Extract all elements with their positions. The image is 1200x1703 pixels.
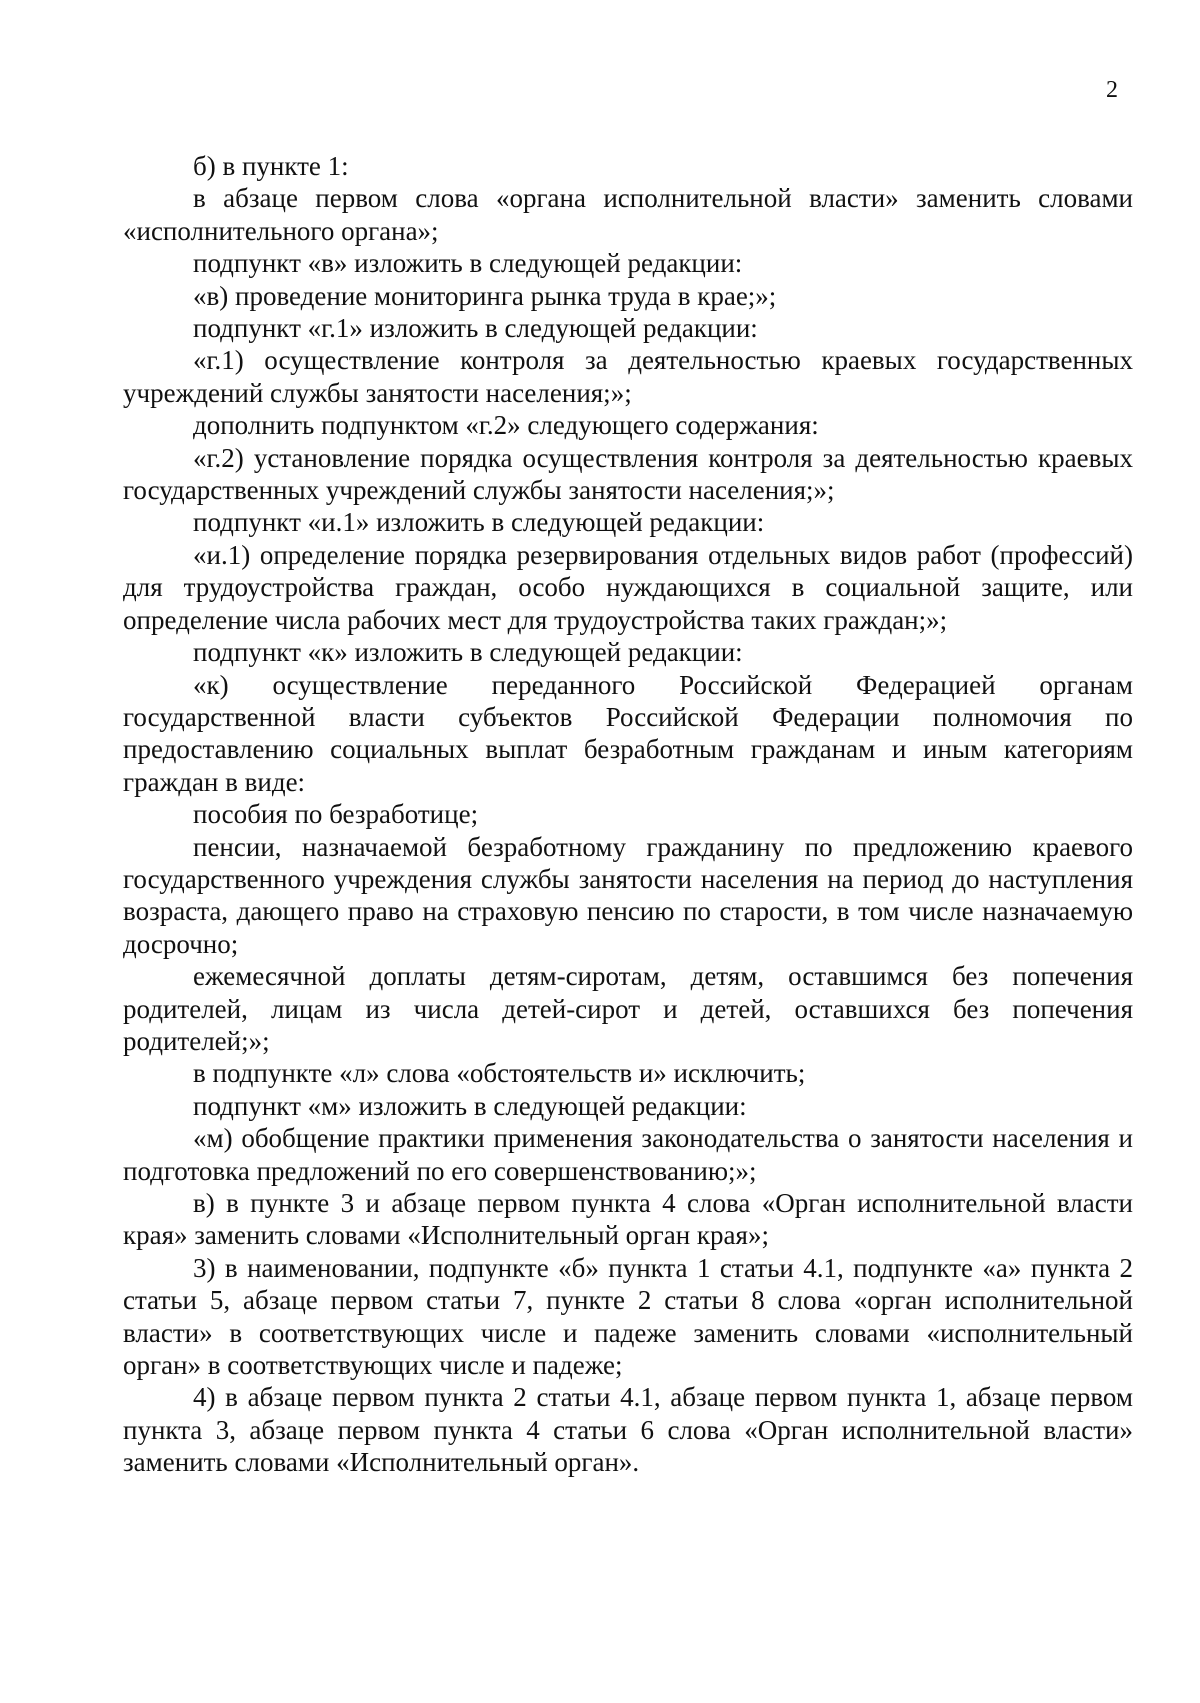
paragraph: подпункт «в» изложить в следующей редакции: — [193, 248, 743, 279]
paragraph: подпункт «г.1» изложить в следующей редакции: — [193, 313, 758, 344]
paragraph: пособия по безработице; — [193, 799, 479, 830]
paragraph: в абзаце первом слова «органа исполнительной власти» заменить словами «исполнительного органа»; — [123, 183, 1133, 246]
paragraph: «г.2) установление порядка осуществления контроля за деятельностью краевых государственных учреждений службы занятости населения;»; — [123, 442, 1133, 506]
paragraph: подпункт «к» изложить в следующей редакции: — [193, 637, 743, 668]
paragraph: «г.1) осуществление контроля за деятельностью краевых государственных учреждений службы занятости населения;»; — [123, 345, 1133, 408]
paragraph: «к) осуществление переданного Российской Федерацией органам государственной власти субъектов Российской Федерации полномочия по предоставлению социальных выплат безработным гражданам и иным категориям граждан в виде: — [123, 669, 1133, 797]
page-number: 2 — [1106, 77, 1118, 103]
paragraph: «м) обобщение практики применения законодательства о занятости населения и подготовка предложений по его совершенствованию;»; — [123, 1123, 1133, 1186]
paragraph: 3) в наименовании, подпункте «б» пункта 1 статьи 4.1, подпункте «а» пункта 2 статьи 5, абзаце первом статьи 7, пункте 2 статьи 8 слова «орган исполнительной власти» в соответствующих числе и падеже заменить словами «исполнительный орган» в соответствующих числе и падеже; — [123, 1252, 1133, 1381]
paragraph: подпункт «м» изложить в следующей редакции: — [193, 1090, 747, 1121]
paragraph: в) в пункте 3 и абзаце первом пункта 4 слова «Орган исполнительной власти края» заменить словами «Исполнительный орган края»; — [123, 1188, 1133, 1251]
paragraph: «и.1) определение порядка резервирования отдельных видов работ (профессий) для трудоустройства граждан, особо нуждающихся в социальной защите, или определение числа рабочих мест для трудоустройства таких граждан;»; — [123, 539, 1133, 635]
paragraph: пенсии, назначаемой безработному гражданину по предложению краевого государственного учреждения службы занятости населения на период до наступления возраста, дающего право на страховую пенсию по старости, в том числе назначаемую досрочно; — [123, 831, 1133, 959]
paragraph: в подпункте «л» слова «обстоятельств и» исключить; — [193, 1058, 806, 1089]
document-body — [123, 150, 1133, 1479]
paragraph: «в) проведение мониторинга рынка труда в крае;»; — [193, 280, 777, 311]
paragraph: ежемесячной доплаты детям-сиротам, детям, оставшимся без попечения родителей, лицам из числа детей-сирот и детей, оставшихся без попечения родителей;»; — [123, 961, 1133, 1056]
paragraph: дополнить подпунктом «г.2» следующего содержания: — [193, 410, 819, 441]
paragraph: б) в пункте 1: — [193, 151, 349, 181]
paragraph: подпункт «и.1» изложить в следующей редакции: — [193, 507, 765, 538]
paragraph: 4) в абзаце первом пункта 2 статьи 4.1, абзаце первом пункта 1, абзаце первом пункта 3, абзаце первом пункта 4 статьи 6 слова «Орган исполнительной власти» заменить словами «Исполнительный орган». — [123, 1382, 1133, 1478]
